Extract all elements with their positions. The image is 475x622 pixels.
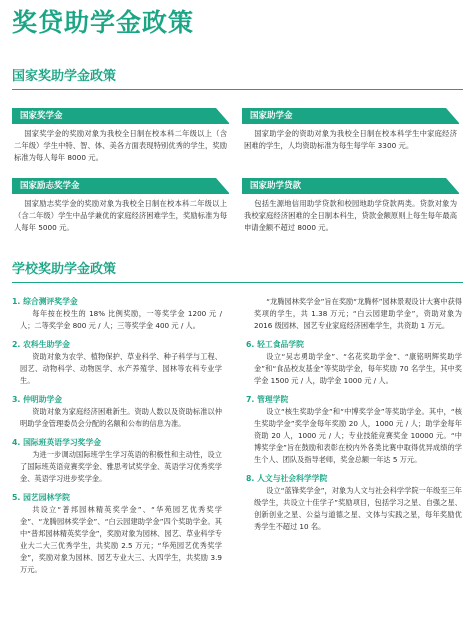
item-text: “龙腾园林奖学金”旨在奖励“龙腾杯”园林景观设计大赛中获得奖项的学生，共 1.38 万元；“白云园建助学金”，资助对象为 2016 级园林、园艺专业家庭经济困难学生，共资助 1 万元。 [254, 297, 462, 330]
list-item [12, 394, 222, 430]
card-title: 国家奖学金 [20, 111, 63, 121]
list-item [246, 473, 462, 533]
national-divider [12, 89, 463, 90]
corner-fold-icon [446, 178, 460, 194]
item-text: 资助对象为农学、植物保护、草业科学、种子科学与工程、园艺、动物科学、动物医学、水产养殖学、园林等农科专业学生。 [20, 352, 222, 385]
national-section-title: 国家奖助学金政策 [12, 69, 117, 84]
school-divider [12, 282, 463, 283]
corner-fold-icon [216, 108, 230, 124]
card-national-loan [242, 178, 459, 234]
card-title: 国家励志奖学金 [20, 181, 80, 191]
item-text: 设立“蓝锋奖学金”，对象为人文与社会科学学院一年级至三年级学生，共设立十佳学子”奖励项目，包括学习之星、自强之星、创新创业之星、公益与道德之星、文体与实践之星，每年奖励优秀学生不超过 10 名。 [254, 486, 462, 531]
list-item [12, 296, 222, 332]
corner-fold-icon [216, 178, 230, 194]
card-header [12, 108, 229, 124]
item-heading: 6. 轻工食品学院 [246, 340, 304, 349]
item-text: 共设立“普邦园林精英奖学金”、“华苑园艺优秀奖学金”、“龙腾园林奖学金”、“白云园建助学金”四个奖助学金。其中“普邦园林精英奖学金”，奖励对象为园林、园艺、草业科学专业大二大三优秀学生，共奖励 2.5 万元；“华苑园艺优秀奖学金”，奖励对象为园林、园艺专业大三、大四学生，共奖励 3.9 万元。 [20, 505, 222, 574]
card-title: 国家助学金 [250, 111, 293, 121]
item-text: 资助对象为家庭经济困难新生。资助人数以及资助标准以仲明助学金管理委员会分配的名额和公布的信息为准。 [20, 407, 222, 428]
card-header [242, 178, 459, 194]
card-text: 包括生源地信用助学贷款和校园地助学贷款两类。贷款对象为我校家庭经济困难的全日制本科生，贷款金额原则上每生每年最高申请金额不超过 8000 元。 [244, 199, 457, 232]
school-left-column [12, 296, 222, 583]
item-text: 设立“吴志勇助学金”、“名花奖助学金”、“康铭明辉奖助学金”和“食品校友基金”等奖助学金，每年奖励 70 名学生，其中奖学金 1500 元 / 人，助学金 1000 元 / 人。 [254, 352, 462, 385]
card-text: 国家励志奖学金的奖励对象为我校全日制在校本科二年级以上（含二年级）学生中品学兼优的家庭经济困难学生，奖励标准为每人每年 5000 元。 [14, 199, 227, 232]
item-text: 设立“核生奖助学金”和“中博奖学金”等奖助学金。其中，“核生奖助学金”奖学金每年奖励 20 人，1000 元 / 人；助学金每年资助 20 人，1000 元 / 人；专业技能竞赛奖金 10000 元。“中博奖学金”旨在鼓励和表彰在校内外各类比赛中取得优异成绩的学生个人、团队及指导老师，奖金总额一年达 5 万元。 [254, 407, 462, 464]
item-heading: 5. 园艺园林学院 [12, 493, 70, 502]
page-title: 奖贷助学金政策 [12, 8, 195, 37]
card-national-grant [242, 108, 459, 152]
corner-fold-icon [446, 108, 460, 124]
item-text: 为进一步调动国际班学生学习英语的积极性和主动性，设立了国际班英语竞赛奖学金、雅思考试奖学金、英语学习优秀奖学金、英语学习进步奖学金。 [20, 450, 222, 483]
school-right-column [246, 296, 462, 540]
item-heading: 7. 管理学院 [246, 395, 289, 404]
list-item [12, 437, 222, 485]
item-heading: 1. 综合测评奖学金 [12, 297, 78, 306]
card-national-scholarship [12, 108, 229, 164]
school-section-title: 学校奖助学金政策 [12, 262, 117, 277]
item-text: 每年按在校生的 18% 比例奖励，一等奖学金 1200 元 / 人；二等奖学金 800 元 / 人；三等奖学金 400 元 / 人。 [20, 309, 222, 330]
list-item [12, 339, 222, 387]
card-text: 国家奖学金的奖励对象为我校全日制在校本科二年级以上（含二年级）学生中特、智、体、美各方面表现特别优秀的学生，奖励标准为每人每年 8000 元。 [14, 129, 227, 162]
item-heading: 8. 人文与社会科学学院 [246, 474, 328, 483]
card-text: 国家助学金的资助对象为我校全日制在校本科学生中家庭经济困难的学生，人均资助标准为每生每学年 3300 元。 [244, 129, 457, 150]
card-national-encouragement [12, 178, 229, 234]
item-heading: 4. 国际班英语学习奖学金 [12, 438, 102, 447]
item-heading: 3. 仲明助学金 [12, 395, 63, 404]
item-heading: 2. 农科生助学金 [12, 340, 70, 349]
list-item [246, 394, 462, 466]
card-header [12, 178, 229, 194]
card-header [242, 108, 459, 124]
list-item [246, 339, 462, 387]
list-item [246, 296, 462, 332]
card-title: 国家助学贷款 [250, 181, 302, 191]
list-item [12, 492, 222, 576]
